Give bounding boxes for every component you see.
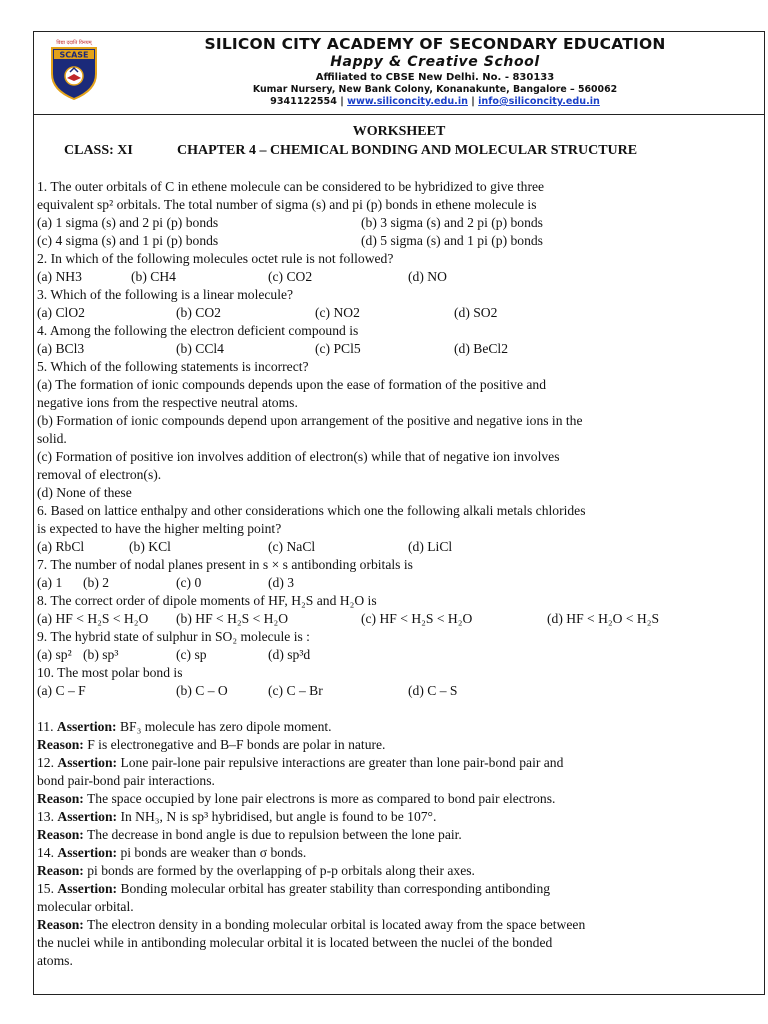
option-c: (c) 4 sigma (s) and 1 pi (p) bonds [37,233,219,248]
option-text: negative ions from the respective neutral atoms. [37,395,298,410]
option-b: (b) HF < H₂S < H₂O [176,611,289,626]
spacer [37,700,759,718]
option-row [37,214,759,232]
option-d: (d) NO [408,269,447,284]
question-text: 10. The most polar bond is [37,665,183,680]
option-b: (b) KCl [129,539,171,554]
assertion-line: 11. Assertion: BF₃ molecule has zero dipole moment. [37,719,332,734]
option-d: (d) LiCl [408,539,453,554]
assertion-label: Assertion: [57,881,118,896]
reason-line: Reason: F is electronegative and B–F bonds are polar in nature. [37,737,386,752]
reason-line: Reason: pi bonds are formed by the overlapping of p-p orbitals along their axes. [37,863,475,878]
option-a: (a) ClO2 [37,305,85,320]
option-d: (d) SO2 [454,305,498,320]
option-row [37,574,759,592]
option-d: (d) 5 sigma (s) and 1 pi (p) bonds [361,233,543,248]
assertion-label: Assertion: [56,719,117,734]
question-text: 6. Based on lattice enthalpy and other considerations which one the following alkali metals chlorides [37,503,586,518]
option-d: (d) C – S [408,683,458,698]
option-d: (d) 3 [268,575,295,590]
assertion-line: 15. Assertion: Bonding molecular orbital has greater stability than corresponding antibonding [37,881,551,896]
question-text: 7. The number of nodal planes present in s × s antibonding orbitals is [37,557,413,572]
option-a: (a) C – F [37,683,86,698]
email-link[interactable]: info@siliconcity.edu.in [478,96,600,107]
option-row [37,646,759,664]
question-text: is expected to have the higher melting point? [37,521,282,536]
assertion-text: molecular orbital. [37,899,134,914]
question-text: 1. The outer orbitals of C in ethene molecule can be considered to be hybridized to give three [37,179,545,194]
option-d: (d) BeCl2 [454,341,508,356]
reason-label: Reason: [37,737,84,752]
option-c: (c) NaCl [268,539,316,554]
option-row [37,538,759,556]
school-logo [46,38,102,100]
option-a: (a) HF < H₂S < H₂O [37,611,149,626]
reason-text: the nuclei while in antibonding molecular orbital it is located between the nuclei of the bonded [37,935,553,950]
option-a: (a) The formation of ionic compounds depends upon the ease of formation of the positive and [37,377,547,392]
reason-label: Reason: [37,791,84,806]
question-text: 8. The correct order of dipole moments of HF, H₂S and H₂O is [37,593,377,608]
website-link[interactable]: www.siliconcity.edu.in [347,96,468,107]
option-b: (b) C – O [176,683,228,698]
option-b: (b) CH4 [131,269,176,284]
reason-label: Reason: [37,917,84,932]
affiliation: Affiliated to CBSE New Delhi. No. - 830133 [315,72,555,83]
reason-label: Reason: [37,827,84,842]
reason-line: Reason: The space occupied by lone pair electrons is more as compared to bond pair electrons. [37,791,556,806]
option-c: (c) HF < H₂S < H₂O [361,611,473,626]
assertion-line: 12. Assertion: Lone pair-lone pair repulsive interactions are greater than lone pair-bond pair and [37,755,564,770]
reason-line: Reason: The decrease in bond angle is due to repulsion between the lone pair. [37,827,462,842]
option-d: (d) sp³d [268,647,311,662]
option-c: (c) Formation of positive ion involves addition of electron(s) while that of negative ion involves [37,449,560,464]
option-row [37,682,759,700]
option-row [37,340,759,358]
worksheet-title: WORKSHEET [352,124,446,139]
assertion-label: Assertion: [57,755,118,770]
option-b: (b) CCl4 [176,341,224,356]
phone-number: 9341122554 [270,96,337,107]
option-text: solid. [37,431,67,446]
option-b: (b) Formation of ionic compounds depend upon arrangement of the positive and negative ions in the [37,413,583,428]
option-c: (c) CO2 [268,269,313,284]
chapter-title: CHAPTER 4 – CHEMICAL BONDING AND MOLECULAR STRUCTURE [177,143,638,158]
option-c: (c) C – Br [268,683,323,698]
logo-text: SCASE [59,50,89,60]
option-d: (d) HF < H₂O < H₂S [547,611,660,626]
option-row [37,232,759,250]
contact-line: 9341122554 | www.siliconcity.edu.in | info@siliconcity.edu.in [270,96,600,107]
option-d: (d) None of these [37,485,132,500]
question-text: 4. Among the following the electron deficient compound is [37,323,359,338]
school-name: SILICON CITY ACADEMY OF SECONDARY EDUCATION [204,35,666,53]
option-a: (a) 1 [37,575,63,590]
question-text: 2. In which of the following molecules octet rule is not followed? [37,251,394,266]
option-a: (a) BCl3 [37,341,85,356]
option-b: (b) 2 [83,575,110,590]
option-a: (a) RbCl [37,539,85,554]
option-row [37,268,759,286]
option-a: (a) NH3 [37,269,82,284]
option-c: (c) PCl5 [315,341,361,356]
logo-motto: विद्या ददाति विनयम् [56,40,92,46]
reason-line: Reason: The electron density in a bonding molecular orbital is located away from the space between [37,917,586,932]
option-b: (b) 3 sigma (s) and 2 pi (p) bonds [361,215,543,230]
question-text: 5. Which of the following statements is incorrect? [37,359,309,374]
class-label: CLASS: XI [64,143,133,158]
question-list [37,178,759,970]
option-b: (b) CO2 [176,305,221,320]
school-tagline: Happy & Creative School [330,54,540,70]
reason-label: Reason: [37,863,84,878]
question-text: equivalent sp² orbitals. The total number of sigma (s) and pi (p) bonds in ethene molecule is [37,197,537,212]
option-b: (b) sp³ [83,647,119,662]
option-a: (a) 1 sigma (s) and 2 pi (p) bonds [37,215,219,230]
option-a: (a) sp² [37,647,72,662]
option-row [37,610,759,628]
assertion-text: bond pair-bond pair interactions. [37,773,215,788]
school-address: Kumar Nursery, New Bank Colony, Konanakunte, Bangalore – 560062 [252,84,618,95]
option-c: (c) sp [176,647,207,662]
option-c: (c) 0 [176,575,202,590]
option-text: removal of electron(s). [37,467,162,482]
option-row [37,304,759,322]
option-c: (c) NO2 [315,305,360,320]
reason-text: atoms. [37,953,73,968]
assertion-line: 13. Assertion: In NH₃, N is sp³ hybridised, but angle is found to be 107°. [37,809,437,824]
question-text: 3. Which of the following is a linear molecule? [37,287,294,302]
question-text: 9. The hybrid state of sulphur in SO₂ molecule is : [37,629,310,644]
assertion-label: Assertion: [57,845,118,860]
assertion-label: Assertion: [57,809,118,824]
assertion-line: 14. Assertion: pi bonds are weaker than σ bonds. [37,845,307,860]
